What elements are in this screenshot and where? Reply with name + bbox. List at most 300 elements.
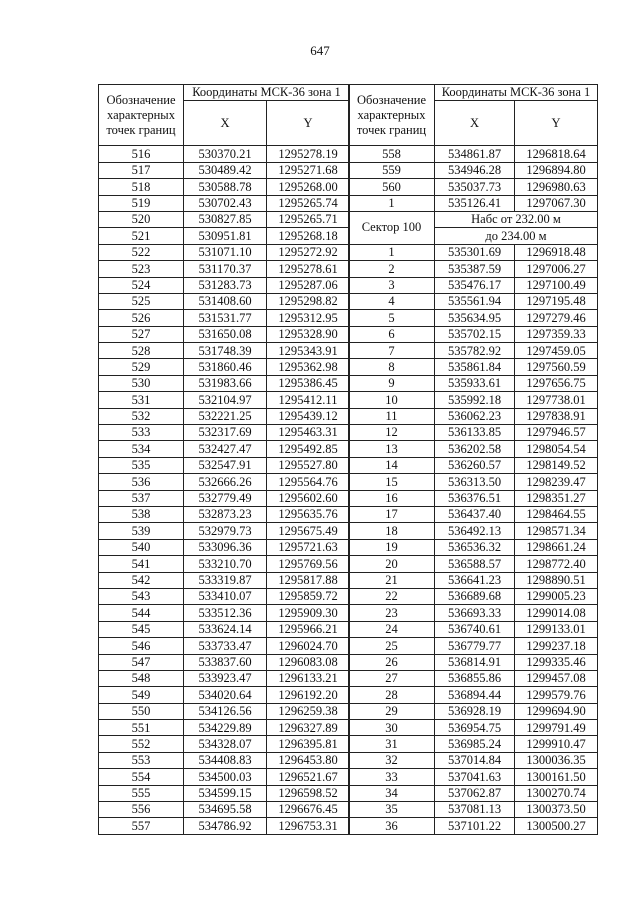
x-value: 536693.33 — [435, 605, 515, 621]
y-value: 1297946.57 — [515, 425, 598, 441]
point-id: 31 — [349, 736, 435, 752]
x-value: 536588.57 — [435, 556, 515, 572]
table-row — [99, 228, 350, 244]
x-value: 537062.87 — [435, 785, 515, 801]
y-value: 1295412.11 — [267, 392, 350, 408]
y-value: 1295492.85 — [267, 441, 350, 457]
y-value: 1295721.63 — [267, 539, 350, 555]
point-id: 33 — [349, 769, 435, 785]
y-value: 1295328.90 — [267, 326, 350, 342]
y-value: 1297738.01 — [515, 392, 598, 408]
table-row — [349, 588, 598, 604]
x-value: 532779.49 — [184, 490, 267, 506]
x-value: 531071.10 — [184, 244, 267, 260]
point-id: 545 — [99, 621, 184, 637]
x-value: 536133.85 — [435, 425, 515, 441]
table-row — [349, 785, 598, 801]
y-value: 1295439.12 — [267, 408, 350, 424]
y-value: 1295769.56 — [267, 556, 350, 572]
point-id: 553 — [99, 752, 184, 768]
point-id: 12 — [349, 425, 435, 441]
y-value: 1296453.80 — [267, 752, 350, 768]
table-row — [349, 638, 598, 654]
y-value: 1295343.91 — [267, 343, 350, 359]
table-row — [99, 457, 350, 473]
y-value: 1297459.05 — [515, 343, 598, 359]
table-row — [349, 179, 598, 195]
table-row — [349, 736, 598, 752]
point-id: 534 — [99, 441, 184, 457]
x-value: 534946.28 — [435, 162, 515, 178]
point-id: 530 — [99, 375, 184, 391]
x-value: 535933.61 — [435, 375, 515, 391]
table-row — [99, 293, 350, 309]
x-value: 533410.07 — [184, 588, 267, 604]
y-header: Y — [515, 101, 598, 146]
table-row — [99, 572, 350, 588]
x-value: 532317.69 — [184, 425, 267, 441]
x-value: 536855.86 — [435, 670, 515, 686]
y-value: 1295966.21 — [267, 621, 350, 637]
x-value: 531408.60 — [184, 293, 267, 309]
table-row — [349, 392, 598, 408]
point-id: 6 — [349, 326, 435, 342]
x-value: 536985.24 — [435, 736, 515, 752]
point-id: 525 — [99, 293, 184, 309]
point-id: 549 — [99, 687, 184, 703]
point-id: 521 — [99, 228, 184, 244]
point-id: 20 — [349, 556, 435, 572]
y-value: 1295278.61 — [267, 261, 350, 277]
y-value: 1298464.55 — [515, 506, 598, 522]
x-value: 534229.89 — [184, 720, 267, 736]
point-id: 519 — [99, 195, 184, 211]
coords-header: Координаты МСК-36 зона 1 — [184, 85, 350, 101]
point-id: 21 — [349, 572, 435, 588]
point-id: 555 — [99, 785, 184, 801]
y-value: 1299237.18 — [515, 638, 598, 654]
x-value: 532104.97 — [184, 392, 267, 408]
point-id: 535 — [99, 457, 184, 473]
point-id: 19 — [349, 539, 435, 555]
y-value: 1297100.49 — [515, 277, 598, 293]
point-id: 1 — [349, 195, 435, 211]
table-row — [349, 261, 598, 277]
point-id: 15 — [349, 474, 435, 490]
x-value: 536954.75 — [435, 720, 515, 736]
y-value: 1299694.90 — [515, 703, 598, 719]
point-id: 558 — [349, 146, 435, 162]
y-value: 1295362.98 — [267, 359, 350, 375]
y-value: 1295463.31 — [267, 425, 350, 441]
point-id: 523 — [99, 261, 184, 277]
y-value: 1295564.76 — [267, 474, 350, 490]
y-value: 1296192.20 — [267, 687, 350, 703]
y-value: 1297067.30 — [515, 195, 598, 211]
left-table-body — [99, 146, 350, 834]
x-value: 532979.73 — [184, 523, 267, 539]
x-value: 535476.17 — [435, 277, 515, 293]
x-value: 531283.73 — [184, 277, 267, 293]
point-id: 528 — [99, 343, 184, 359]
x-value: 537081.13 — [435, 802, 515, 818]
point-id: 5 — [349, 310, 435, 326]
y-value: 1299335.46 — [515, 654, 598, 670]
y-value: 1297656.75 — [515, 375, 598, 391]
x-value: 536894.44 — [435, 687, 515, 703]
y-value: 1297838.91 — [515, 408, 598, 424]
y-value: 1299791.49 — [515, 720, 598, 736]
table-row — [99, 506, 350, 522]
table-row — [349, 146, 598, 162]
table-row — [349, 474, 598, 490]
y-value: 1300373.50 — [515, 802, 598, 818]
x-value: 535126.41 — [435, 195, 515, 211]
x-value: 537041.63 — [435, 769, 515, 785]
x-value: 533923.47 — [184, 670, 267, 686]
table-row — [99, 687, 350, 703]
point-id: 548 — [99, 670, 184, 686]
point-id: 552 — [99, 736, 184, 752]
point-id: 531 — [99, 392, 184, 408]
y-value: 1296259.38 — [267, 703, 350, 719]
y-value: 1296024.70 — [267, 638, 350, 654]
x-value: 530489.42 — [184, 162, 267, 178]
table-row — [99, 408, 350, 424]
x-value: 531860.46 — [184, 359, 267, 375]
table-row — [349, 457, 598, 473]
y-value: 1298661.24 — [515, 539, 598, 555]
table-row — [349, 425, 598, 441]
table-row — [349, 720, 598, 736]
x-value: 533837.60 — [184, 654, 267, 670]
y-value: 1295272.92 — [267, 244, 350, 260]
x-value: 534328.07 — [184, 736, 267, 752]
point-id: 542 — [99, 572, 184, 588]
y-value: 1296327.89 — [267, 720, 350, 736]
x-value: 533210.70 — [184, 556, 267, 572]
y-value: 1297279.46 — [515, 310, 598, 326]
table-row — [349, 556, 598, 572]
point-id: 526 — [99, 310, 184, 326]
table-row — [99, 146, 350, 162]
point-id: 559 — [349, 162, 435, 178]
x-value: 532221.25 — [184, 408, 267, 424]
table-row — [99, 359, 350, 375]
x-value: 537014.84 — [435, 752, 515, 768]
table-row — [99, 244, 350, 260]
point-id: 539 — [99, 523, 184, 539]
y-value: 1298890.51 — [515, 572, 598, 588]
y-value: 1299133.01 — [515, 621, 598, 637]
y-value: 1298054.54 — [515, 441, 598, 457]
x-value: 535561.94 — [435, 293, 515, 309]
coords-header: Координаты МСК-36 зона 1 — [435, 85, 598, 101]
table-row — [99, 670, 350, 686]
table-row — [99, 736, 350, 752]
x-value: 530370.21 — [184, 146, 267, 162]
table-row — [99, 474, 350, 490]
y-value: 1300270.74 — [515, 785, 598, 801]
y-value: 1295312.95 — [267, 310, 350, 326]
point-id: 35 — [349, 802, 435, 818]
coordinates-table-right — [348, 84, 598, 835]
table-row — [349, 539, 598, 555]
point-id: 522 — [99, 244, 184, 260]
y-value: 1298571.34 — [515, 523, 598, 539]
x-value: 533096.36 — [184, 539, 267, 555]
x-value: 535782.92 — [435, 343, 515, 359]
point-id: 36 — [349, 818, 435, 834]
y-value: 1299014.08 — [515, 605, 598, 621]
x-value: 531983.66 — [184, 375, 267, 391]
x-value: 534408.83 — [184, 752, 267, 768]
y-value: 1295602.60 — [267, 490, 350, 506]
x-value: 537101.22 — [435, 818, 515, 834]
point-header: Обозначение характерных точек границ — [99, 85, 184, 146]
y-value: 1295527.80 — [267, 457, 350, 473]
table-row — [99, 605, 350, 621]
table-row — [349, 408, 598, 424]
y-value: 1296918.48 — [515, 244, 598, 260]
point-id: 541 — [99, 556, 184, 572]
table-row — [349, 293, 598, 309]
table-row — [99, 588, 350, 604]
point-id: 17 — [349, 506, 435, 522]
point-id: 540 — [99, 539, 184, 555]
table-row — [349, 343, 598, 359]
y-value: 1295268.18 — [267, 228, 350, 244]
point-id: 8 — [349, 359, 435, 375]
table-row — [99, 162, 350, 178]
table-row — [349, 670, 598, 686]
point-id: 546 — [99, 638, 184, 654]
y-value: 1296598.52 — [267, 785, 350, 801]
x-value: 531531.77 — [184, 310, 267, 326]
point-id: 2 — [349, 261, 435, 277]
table-row — [349, 277, 598, 293]
point-id: 28 — [349, 687, 435, 703]
y-value: 1296133.21 — [267, 670, 350, 686]
x-value: 536689.68 — [435, 588, 515, 604]
table-row — [99, 539, 350, 555]
x-value: 536062.23 — [435, 408, 515, 424]
point-id: 13 — [349, 441, 435, 457]
point-id: 537 — [99, 490, 184, 506]
y-value: 1295278.19 — [267, 146, 350, 162]
x-value: 534020.64 — [184, 687, 267, 703]
x-value: 535387.59 — [435, 261, 515, 277]
point-id: 11 — [349, 408, 435, 424]
table-row — [349, 605, 598, 621]
point-id: 23 — [349, 605, 435, 621]
y-value: 1295859.72 — [267, 588, 350, 604]
table-row — [99, 523, 350, 539]
y-value: 1299457.08 — [515, 670, 598, 686]
table-row — [349, 523, 598, 539]
point-header: Обозначение характерных точек границ — [349, 85, 435, 146]
y-value: 1300161.50 — [515, 769, 598, 785]
point-id: 543 — [99, 588, 184, 604]
table-row — [99, 375, 350, 391]
point-id: 533 — [99, 425, 184, 441]
table-row — [99, 785, 350, 801]
x-header: X — [435, 101, 515, 146]
x-value: 536260.57 — [435, 457, 515, 473]
point-id: 18 — [349, 523, 435, 539]
x-value: 534126.56 — [184, 703, 267, 719]
page-number: 647 — [310, 43, 330, 58]
table-row — [99, 179, 350, 195]
y-value: 1299579.76 — [515, 687, 598, 703]
y-value: 1296980.63 — [515, 179, 598, 195]
table-row — [349, 441, 598, 457]
table-row — [99, 703, 350, 719]
table-row — [99, 654, 350, 670]
x-value: 536814.91 — [435, 654, 515, 670]
y-value: 1295268.00 — [267, 179, 350, 195]
table-row — [349, 621, 598, 637]
point-id: 4 — [349, 293, 435, 309]
y-value: 1296521.67 — [267, 769, 350, 785]
y-value: 1296395.81 — [267, 736, 350, 752]
table-row — [349, 310, 598, 326]
point-id: 536 — [99, 474, 184, 490]
table-row — [99, 621, 350, 637]
x-value: 535861.84 — [435, 359, 515, 375]
x-value: 530702.43 — [184, 195, 267, 211]
x-value: 535634.95 — [435, 310, 515, 326]
y-value: 1300500.27 — [515, 818, 598, 834]
x-value: 534786.92 — [184, 818, 267, 834]
x-value: 535702.15 — [435, 326, 515, 342]
table-row — [99, 343, 350, 359]
point-id: 547 — [99, 654, 184, 670]
point-id: 529 — [99, 359, 184, 375]
y-value: 1295635.76 — [267, 506, 350, 522]
x-value: 536376.51 — [435, 490, 515, 506]
y-value: 1296818.64 — [515, 146, 598, 162]
y-value: 1299005.23 — [515, 588, 598, 604]
table-row — [99, 326, 350, 342]
y-value: 1295675.49 — [267, 523, 350, 539]
x-value: 534861.87 — [435, 146, 515, 162]
x-value: 536313.50 — [435, 474, 515, 490]
table-row — [99, 490, 350, 506]
x-value: 532666.26 — [184, 474, 267, 490]
right-table-body-top — [349, 146, 598, 212]
point-id: 3 — [349, 277, 435, 293]
point-id: 544 — [99, 605, 184, 621]
x-header: X — [184, 101, 267, 146]
point-id: 29 — [349, 703, 435, 719]
table-row — [349, 195, 598, 211]
table-row — [349, 162, 598, 178]
x-value: 533512.36 — [184, 605, 267, 621]
x-value: 531170.37 — [184, 261, 267, 277]
x-value: 535992.18 — [435, 392, 515, 408]
y-value: 1295287.06 — [267, 277, 350, 293]
x-value: 532873.23 — [184, 506, 267, 522]
sector-height-from: Набс от 232.00 м — [435, 211, 598, 227]
y-value: 1297560.59 — [515, 359, 598, 375]
x-value: 536492.13 — [435, 523, 515, 539]
point-id: 27 — [349, 670, 435, 686]
y-value: 1297195.48 — [515, 293, 598, 309]
table-row — [99, 211, 350, 227]
point-id: 554 — [99, 769, 184, 785]
point-id: 516 — [99, 146, 184, 162]
table-row — [99, 752, 350, 768]
point-id: 532 — [99, 408, 184, 424]
y-value: 1298772.40 — [515, 556, 598, 572]
x-value: 530951.81 — [184, 228, 267, 244]
table-row — [349, 687, 598, 703]
point-id: 16 — [349, 490, 435, 506]
point-id: 25 — [349, 638, 435, 654]
table-row — [349, 326, 598, 342]
point-id: 24 — [349, 621, 435, 637]
x-value: 536536.32 — [435, 539, 515, 555]
table-row — [99, 277, 350, 293]
table-row — [349, 654, 598, 670]
x-value: 536641.23 — [435, 572, 515, 588]
x-value: 536437.40 — [435, 506, 515, 522]
coordinates-table-left — [98, 84, 350, 835]
x-value: 532427.47 — [184, 441, 267, 457]
table-row — [349, 490, 598, 506]
table-row — [349, 359, 598, 375]
x-value: 534599.15 — [184, 785, 267, 801]
table-row — [349, 375, 598, 391]
y-value: 1296894.80 — [515, 162, 598, 178]
y-value: 1296676.45 — [267, 802, 350, 818]
table-row — [349, 506, 598, 522]
x-value: 536740.61 — [435, 621, 515, 637]
point-id: 524 — [99, 277, 184, 293]
table-row — [99, 310, 350, 326]
x-value: 535037.73 — [435, 179, 515, 195]
table-row — [99, 195, 350, 211]
x-value: 532547.91 — [184, 457, 267, 473]
table-row — [349, 752, 598, 768]
table-row — [99, 802, 350, 818]
table-row — [99, 638, 350, 654]
table-row — [99, 556, 350, 572]
x-value: 533733.47 — [184, 638, 267, 654]
point-id: 14 — [349, 457, 435, 473]
table-row — [99, 392, 350, 408]
y-value: 1295271.68 — [267, 162, 350, 178]
x-value: 534500.03 — [184, 769, 267, 785]
point-id: 538 — [99, 506, 184, 522]
y-value: 1295817.88 — [267, 572, 350, 588]
table-row — [99, 425, 350, 441]
point-id: 10 — [349, 392, 435, 408]
y-value: 1295265.74 — [267, 195, 350, 211]
x-value: 530588.78 — [184, 179, 267, 195]
sector-block — [349, 211, 598, 244]
point-id: 527 — [99, 326, 184, 342]
point-id: 7 — [349, 343, 435, 359]
point-id: 22 — [349, 588, 435, 604]
x-value: 531650.08 — [184, 326, 267, 342]
table-row — [349, 818, 598, 834]
point-id: 520 — [99, 211, 184, 227]
right-table-body-bottom — [349, 244, 598, 834]
point-id: 26 — [349, 654, 435, 670]
point-id: 32 — [349, 752, 435, 768]
